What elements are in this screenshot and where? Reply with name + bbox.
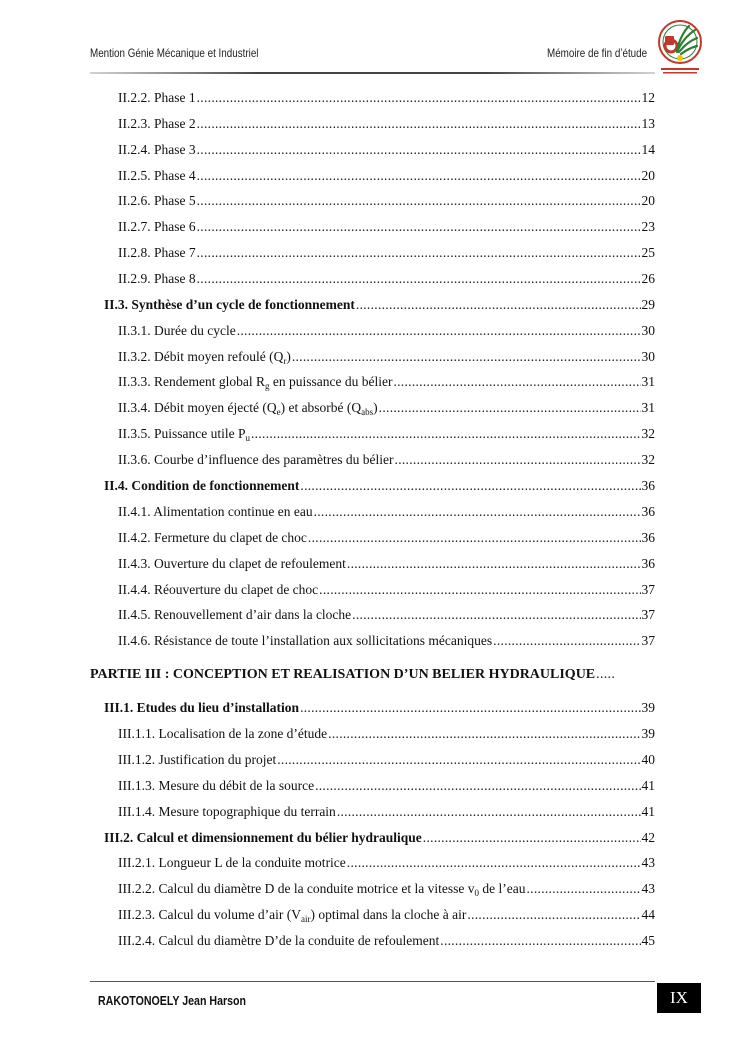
toc-dot-leader — [379, 399, 641, 417]
toc-entry-text: ) optimal dans la cloche à air — [310, 907, 467, 922]
toc-entry[interactable] — [118, 932, 655, 950]
toc-entry-text: III.1.4. Mesure topographique du terrain — [118, 804, 336, 819]
toc-dot-leader — [197, 192, 641, 210]
toc-entry-text: II.4.2. Fermeture du clapet de choc — [118, 530, 307, 545]
toc-entry-title — [118, 932, 439, 950]
toc-page-number: 25 — [641, 245, 655, 260]
toc-dot-leader — [292, 348, 641, 366]
toc-entry-text: II.2.2. Phase 1 — [118, 90, 196, 105]
header-right-text: Mémoire de fin d’étude — [547, 46, 648, 60]
toc-dot-leader — [319, 581, 640, 599]
toc-entry-title — [104, 477, 299, 495]
toc-entry[interactable] — [104, 829, 655, 847]
toc-entry-title — [104, 829, 422, 847]
toc-entry[interactable] — [118, 373, 655, 391]
toc-page-number: 44 — [641, 907, 655, 922]
toc-entry[interactable] — [118, 115, 655, 133]
toc-entry[interactable] — [118, 192, 655, 210]
toc-entry-text: II.3. Synthèse d’un cycle de fonctionnement — [104, 297, 355, 312]
toc-entry-text: II.2.5. Phase 4 — [118, 168, 196, 183]
toc-entry[interactable] — [118, 606, 655, 624]
toc-entry[interactable] — [118, 725, 655, 743]
toc-entry-text: III.1. Etudes du lieu d’installation — [104, 700, 300, 715]
toc-page-number: 36 — [641, 478, 655, 493]
toc-entry[interactable] — [118, 270, 655, 288]
toc-dot-leader — [352, 606, 640, 624]
toc-entry-text: II.4. Condition de fonctionnement — [104, 478, 300, 493]
toc-dot-leader — [493, 632, 640, 650]
toc-dot-leader — [300, 477, 640, 495]
toc-entry-text: ) et absorbé (Q — [280, 400, 362, 415]
toc-entry[interactable] — [104, 296, 655, 314]
toc-entry-subscript: u — [245, 433, 250, 443]
footer-author: RAKOTONOELY Jean Harson — [98, 994, 247, 1008]
toc-page-number: 36 — [641, 504, 655, 519]
toc-page-number: 31 — [641, 374, 655, 389]
toc-entry[interactable] — [118, 880, 655, 898]
toc-entry[interactable] — [118, 803, 655, 821]
toc-entry-text: III.2.2. Calcul du diamètre D de la conduite motrice et la vitesse v — [118, 881, 475, 896]
toc-dot-leader — [308, 529, 641, 547]
toc-page-number: 39 — [641, 726, 655, 741]
toc-entry-text: III.2. Calcul et dimensionnement du bélier hydraulique — [104, 830, 422, 845]
toc-entry-text: II.2.6. Phase 5 — [118, 193, 196, 208]
toc-entry-text: II.2.4. Phase 3 — [118, 142, 196, 157]
toc-entry-title — [118, 529, 307, 547]
toc-entry-text: III.2.1. Longueur L de la conduite motrice — [118, 855, 346, 870]
toc-entry-text: II.3.4. Débit moyen éjecté (Q — [118, 400, 277, 415]
toc-entry-title — [118, 348, 291, 370]
toc-entry-title — [118, 270, 196, 288]
toc-entry-text: ) — [373, 400, 378, 415]
toc-entry-subscript: abs — [361, 407, 374, 417]
toc-page-number: 37 — [641, 582, 655, 597]
toc-entry-title — [118, 115, 196, 133]
toc-entry-text: III.1.3. Mesure du débit de la source — [118, 778, 315, 793]
toc-dot-leader — [237, 322, 641, 340]
toc-entry-title — [118, 89, 196, 107]
toc-entry-title — [118, 373, 392, 395]
toc-dot-leader — [197, 115, 641, 133]
toc-entry-title — [118, 803, 336, 821]
toc-dot-leader — [596, 666, 615, 684]
toc-page-number: 43 — [641, 855, 655, 870]
toc-dot-leader — [300, 699, 640, 717]
toc-entry-text: de l’eau — [479, 881, 526, 896]
toc-entry-subscript: 0 — [474, 888, 480, 898]
toc-dot-leader — [314, 503, 641, 521]
toc-page-number: 41 — [641, 778, 655, 793]
toc-entry-title — [118, 244, 196, 262]
toc-entry-title — [118, 725, 327, 743]
toc-dot-leader — [337, 803, 641, 821]
toc-page-number: 30 — [641, 349, 655, 364]
toc-entry-title — [118, 854, 346, 872]
toc-entry-title — [118, 581, 318, 599]
toc-dot-leader — [356, 296, 641, 314]
toc-entry-text: PARTIE III : CONCEPTION ET REALISATION D’UN BELIER HYDRAULIQUE — [90, 667, 596, 682]
toc-page-number: 45 — [641, 933, 655, 948]
toc-dot-leader — [197, 270, 641, 288]
toc-entry-title — [118, 167, 196, 185]
toc-page-number: 14 — [641, 142, 655, 157]
toc-page-number: 20 — [641, 193, 655, 208]
toc-entry-text: II.4.6. Résistance de toute l’installation aux sollicitations mécaniques — [118, 633, 493, 648]
toc-dot-leader — [197, 89, 641, 107]
toc-entry-text: ) — [286, 349, 291, 364]
toc-entry[interactable] — [118, 218, 655, 236]
toc-entry-text: II.4.4. Réouverture du clapet de choc — [118, 582, 319, 597]
toc-dot-leader — [251, 425, 641, 443]
toc-dot-leader — [328, 725, 640, 743]
toc-entry-text: II.3.6. Courbe d’influence des paramètres du bélier — [118, 452, 394, 467]
toc-page-number: 37 — [641, 633, 655, 648]
toc-dot-leader — [347, 854, 641, 872]
toc-page-number: 31 — [641, 400, 655, 415]
header-divider — [90, 72, 655, 74]
toc-entry[interactable] — [118, 399, 655, 417]
toc-dot-leader — [197, 244, 641, 262]
footer-divider — [90, 981, 655, 982]
toc-entry-title — [118, 141, 196, 159]
toc-entry[interactable] — [118, 854, 655, 872]
toc-entry[interactable] — [118, 529, 655, 547]
toc-entry[interactable] — [118, 751, 655, 769]
toc-entry[interactable] — [118, 632, 655, 650]
toc-page-number: 43 — [641, 881, 655, 896]
toc-dot-leader — [347, 555, 641, 573]
toc-entry-title — [118, 632, 492, 650]
toc-entry[interactable] — [118, 581, 655, 599]
toc-entry-title — [90, 666, 595, 684]
toc-page-number: 32 — [641, 452, 655, 467]
toc-entry-text: III.2.4. Calcul du diamètre D’de la conduite de refoulement — [118, 933, 440, 948]
toc-entry[interactable] — [118, 348, 655, 366]
toc-entry-text: III.1.1. Localisation de la zone d’étude — [118, 726, 328, 741]
toc-entry-text: II.4.1. Alimentation continue en eau — [118, 504, 313, 519]
toc-page-number: 12 — [641, 90, 655, 105]
toc-entry-title — [118, 322, 236, 340]
toc-entry-title — [104, 699, 299, 717]
toc-entry-text: II.4.3. Ouverture du clapet de refoulement — [118, 556, 346, 571]
toc-entry-text: II.3.2. Débit moyen refoulé (Q — [118, 349, 284, 364]
toc-entry-title — [118, 751, 276, 769]
toc-entry-title — [118, 399, 378, 421]
toc-page-number: 40 — [641, 752, 655, 767]
toc-entry-title — [118, 218, 196, 236]
footer-page-number: IX — [657, 983, 701, 1013]
toc-entry-title — [118, 425, 250, 447]
toc-entry[interactable] — [118, 322, 655, 340]
toc-page-number: 41 — [641, 804, 655, 819]
toc-page-number: 42 — [641, 830, 655, 845]
toc-dot-leader — [393, 373, 640, 391]
toc-entry[interactable] — [104, 699, 655, 717]
toc-entry-title — [118, 906, 466, 928]
toc-entry[interactable] — [118, 777, 655, 795]
toc-entry-text: II.2.8. Phase 7 — [118, 245, 196, 260]
toc-dot-leader — [315, 777, 640, 795]
toc-entry-subscript: e — [276, 407, 281, 417]
toc-entry-text: II.3.3. Rendement global R — [118, 374, 265, 389]
toc-dot-leader — [440, 932, 640, 950]
toc-page-number: 36 — [641, 530, 655, 545]
toc-entry-text: II.3.5. Puissance utile P — [118, 426, 246, 441]
toc-entry-text: II.2.9. Phase 8 — [118, 271, 196, 286]
toc-entry-title — [118, 503, 313, 521]
toc-entry-subscript: air — [300, 914, 311, 924]
toc-entry-text: II.2.3. Phase 2 — [118, 116, 196, 131]
toc-page-number: 32 — [641, 426, 655, 441]
toc-page-number: 29 — [641, 297, 655, 312]
toc-page-number: 26 — [641, 271, 655, 286]
toc-entry-text: III.1.2. Justification du projet — [118, 752, 277, 767]
toc-entry[interactable] — [118, 555, 655, 573]
toc-entry-subscript: g — [264, 381, 270, 391]
toc-entry-title — [118, 451, 394, 469]
toc-entry-text: III.2.3. Calcul du volume d’air (V — [118, 907, 301, 922]
toc-page-number: 23 — [641, 219, 655, 234]
toc-dot-leader — [197, 218, 641, 236]
toc-entry[interactable] — [104, 477, 655, 495]
header-left-text: Mention Génie Mécanique et Industriel — [90, 46, 259, 60]
toc-entry[interactable] — [118, 503, 655, 521]
toc-entry-text: II.2.7. Phase 6 — [118, 219, 196, 234]
toc-dot-leader — [197, 141, 641, 159]
toc-entry-text: II.4.5. Renouvellement d’air dans la cloche — [118, 607, 352, 622]
toc-entry-title — [118, 192, 196, 210]
toc-page-number: 30 — [641, 323, 655, 338]
toc-entry[interactable] — [118, 906, 655, 924]
toc-entry-text: II.3.1. Durée du cycle — [118, 323, 236, 338]
toc-page-number: 20 — [641, 168, 655, 183]
toc-dot-leader — [467, 906, 640, 924]
toc-dot-leader — [277, 751, 640, 769]
toc-entry-subscript: r — [283, 356, 287, 366]
toc-entry-text: en puissance du bélier — [269, 374, 393, 389]
toc-dot-leader — [423, 829, 641, 847]
toc-entry-title — [118, 555, 346, 573]
toc-page-number: 37 — [641, 607, 655, 622]
school-emblem-icon — [657, 8, 703, 82]
toc-entry[interactable] — [90, 666, 655, 684]
toc-page-number: 36 — [641, 556, 655, 571]
toc-dot-leader — [395, 451, 641, 469]
toc-entry-title — [104, 296, 355, 314]
toc-entry-title — [118, 880, 526, 902]
toc-dot-leader — [527, 880, 641, 898]
toc-page-number: 13 — [641, 116, 655, 131]
toc-entry[interactable] — [118, 89, 655, 107]
toc-entry[interactable] — [118, 167, 655, 185]
toc-entry-title — [118, 606, 351, 624]
toc-entry[interactable] — [118, 244, 655, 262]
toc-entry[interactable] — [118, 141, 655, 159]
toc-dot-leader — [197, 167, 641, 185]
toc-entry-title — [118, 777, 314, 795]
toc-entry[interactable] — [118, 451, 655, 469]
toc-entry[interactable] — [118, 425, 655, 443]
toc-page-number: 39 — [641, 700, 655, 715]
